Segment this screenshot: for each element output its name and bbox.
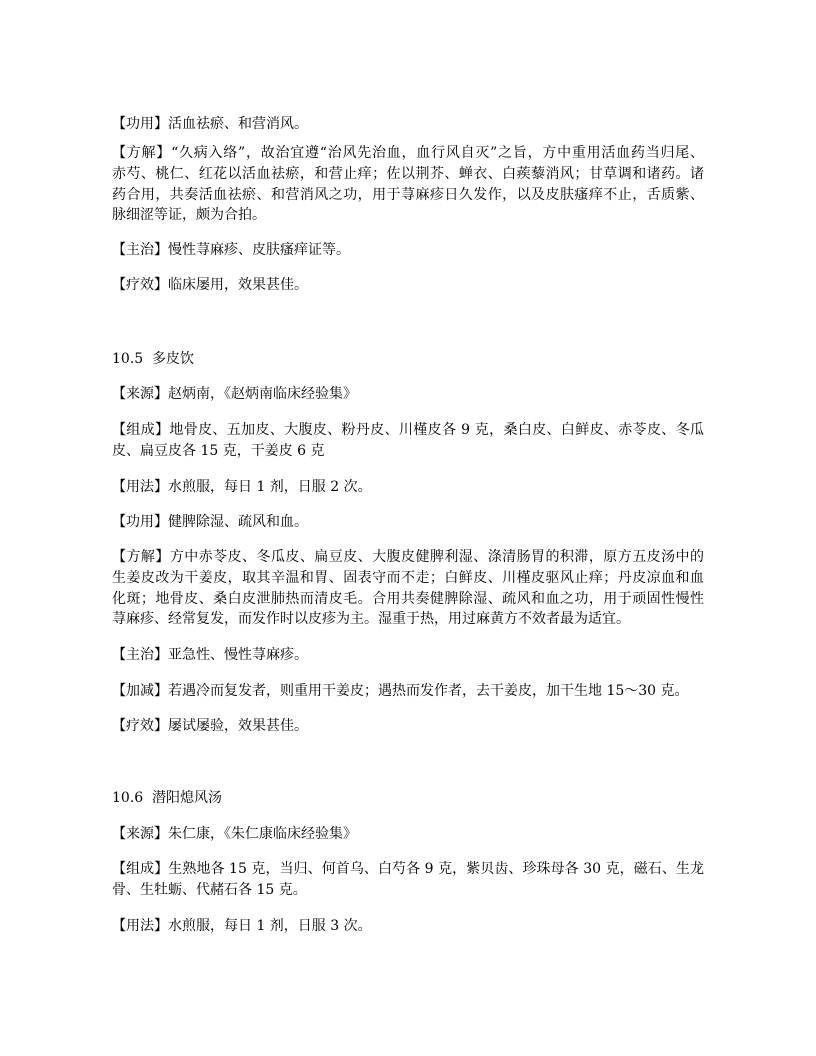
paragraph-text: 骨、生牡蛎、代赭石各 15 克。 [112,881,307,898]
paragraph-text: 生熟地各 15 克，当归、何首乌、白芍各 9 克，紫贝齿、珍珠母各 30 克，磁石、生龙 [168,861,704,877]
paragraph-fangjie [112,547,704,630]
paragraph-yongfa [112,477,704,498]
paragraph-label: 【主治】 [112,647,168,663]
section-title: 潜阳熄风汤 [152,790,222,806]
paragraph-text: 朱仁康，《朱仁康临床经验集》 [168,826,357,842]
paragraph-text: 赵炳南，《赵炳南临床经验集》 [168,386,357,402]
paragraph-laiyuan [112,824,704,845]
paragraph-zucheng [112,420,704,462]
paragraph-label: 【组成】 [112,422,170,438]
paragraph-label: 【疗效】 [112,718,168,734]
paragraph-label: 【来源】 [112,386,168,402]
section-number: 10.6 [112,790,144,806]
paragraph-fangjie [112,143,704,226]
paragraph-label: 【方解】 [112,145,172,161]
paragraph-text: 脉细涩等证，颇为合拍。 [112,207,266,224]
paragraph-label: 【功用】 [112,514,168,530]
paragraph-text: 水煎服，每日 1 剂，日服 3 次。 [168,918,372,934]
paragraph-label: 【用法】 [112,479,168,495]
paragraph-jiajian [112,681,704,702]
paragraph-text: 生姜皮改为干姜皮，取其辛温和胃、固表守而不走；白鲜皮、川槿皮驱风止痒；丹皮凉血和血 [112,569,704,586]
paragraph-text: 健脾除湿、疏风和血。 [168,514,308,530]
paragraph-text: 赤芍、桃仁、红花以活血祛瘀，和营止痒；佐以荆芥、蝉衣、白蒺藜消风；甘草调和诸药。诸 [112,165,704,182]
paragraph-text: 活血祛瘀、和营消风。 [168,116,308,132]
paragraph-laiyuan [112,384,704,405]
paragraph-text: 慢性荨麻疹、皮肤瘙痒证等。 [168,242,350,258]
paragraph-zhuzhi [112,240,704,261]
section-heading-10-6 [112,788,222,809]
paragraph-label: 【主治】 [112,242,168,258]
paragraph-text: 临床屡用，效果甚佳。 [168,277,308,293]
paragraph-yongfa [112,916,704,937]
paragraph-text: 亚急性、慢性荨麻疹。 [168,647,308,663]
paragraph-zucheng [112,859,704,901]
paragraph-label: 【疗效】 [112,277,168,293]
paragraph-label: 【来源】 [112,826,168,842]
paragraph-label: 【方解】 [112,549,170,565]
section-number: 10.5 [112,351,144,367]
paragraph-label: 【加减】 [112,683,168,699]
paragraph-gongyong [112,512,704,533]
paragraph-text: 水煎服，每日 1 剂，日服 2 次。 [168,479,372,495]
paragraph-label: 【功用】 [112,116,168,132]
section-heading-10-5 [112,349,194,370]
paragraph-gongyong [112,114,704,135]
paragraph-liaoxiao [112,716,704,737]
paragraph-text: 化斑；地骨皮、桑白皮泄肺热而清皮毛。合用共奏健脾除湿、疏风和血之功，用于顽固性慢性 [112,590,704,607]
paragraph-text: 药合用，共奏活血祛瘀、和营消风之功，用于荨麻疹日久发作，以及皮肤瘙痒不止，舌质紫、 [112,186,704,203]
paragraph-zhuzhi [112,645,704,666]
paragraph-text: 皮、扁豆皮各 15 克，干姜皮 6 克 [112,442,325,459]
paragraph-text: 屡试屡验，效果甚佳。 [168,718,308,734]
paragraph-text: 若遇冷而复发者，则重用干姜皮；遇热而发作者，去干姜皮，加干生地 15～30 克。 [168,683,689,699]
paragraph-text: “久病入络”，故治宜遵“治风先治血，血行风自灭”之旨，方中重用活血药当归尾、 [171,145,704,161]
section-title: 多皮饮 [152,351,194,367]
paragraph-label: 【组成】 [112,861,169,877]
paragraph-label: 【用法】 [112,918,168,934]
paragraph-liaoxiao [112,275,704,296]
paragraph-text: 方中赤苓皮、冬瓜皮、扁豆皮、大腹皮健脾利湿、涤清肠胃的积滞，原方五皮汤中的 [169,549,705,565]
paragraph-text: 荨麻疹、经常复发，而发作时以皮疹为主。湿重于热，用过麻黄方不效者最为适宜。 [112,611,630,628]
paragraph-text: 地骨皮、五加皮、大腹皮、粉丹皮、川槿皮各 9 克，桑白皮、白鲜皮、赤苓皮、冬瓜 [169,422,704,438]
